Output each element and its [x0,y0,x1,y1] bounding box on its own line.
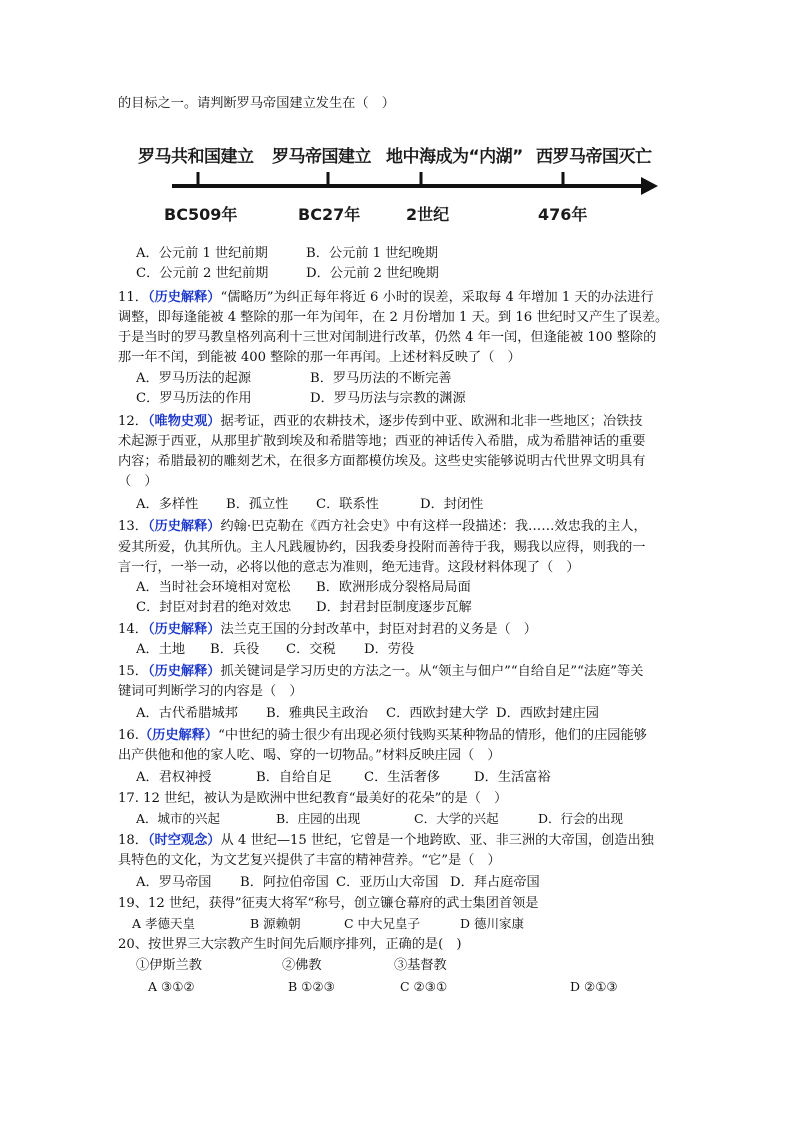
question-13-line-2: 爱其所爱，仇其所仇。主人凡践履协约，因我委身投附而善待于我，赐我以应得，则我的一 [118,540,646,555]
question-13-line-1: 13．（历史解释）约翰·巴克勒在《西方社会史》中有这样一段描述：我……效忠我的主人， [118,519,647,534]
question-14-line-1: 14．（历史解释）法兰克王国的分封改革中，封臣对封君的义务是（ ） [118,622,537,637]
option-a[interactable]: A．土地 [136,642,186,657]
option-b[interactable]: B．雅典民主政治 [266,706,369,721]
option-b[interactable]: B．自给自足 [256,770,332,785]
option-b[interactable]: B 源赖朝 [250,916,301,931]
question-tag: （历史解释） [147,664,221,679]
option-c[interactable]: C．西欧封建大学 [386,706,489,721]
option-b[interactable]: B．阿拉伯帝国 [240,875,329,890]
question-12-line-2: 术起源于西亚，从那里扩散到埃及和希腊等地；西亚的神话传入希腊，成为希腊神话的重要 [118,434,646,449]
question-11-line-3: 于是当时的罗马教皇格列高利十三世对闰制进行改革，仍然 4 年一闰，但逢能被 100 整除的 [118,330,657,345]
question-18-line-1: 18．（时空观念）从 4 世纪—15 世纪，它曾是一个地跨欧、亚、非三洲的大帝国，创造出独 [118,833,654,848]
question-tag: （历史解释） [147,519,221,534]
question-12-line-4: （ ） [118,474,158,489]
option-c[interactable]: C．罗马历法的作用 [136,391,252,406]
option-d[interactable]: D．罗马历法与宗教的渊源 [310,391,466,406]
religion-item: ①伊斯兰教 [136,958,202,973]
timeline-event-4: 西罗马帝国灭亡 [536,147,652,167]
option-c[interactable]: C．交税 [286,642,336,657]
timeline-year-2: BC27年 [298,205,361,224]
option-a[interactable]: A．公元前 1 世纪前期 [136,246,268,261]
question-16-line-1: 16.（历史解释）“中世纪的骑士很少有出现必须付钱购买某种物品的情形，他们的庄园能够 [118,728,647,743]
timeline-year-3: 2世纪 [406,205,450,224]
question-12-line-3: 内容；希腊最初的雕刻艺术，在很多方面都模仿埃及。这些史实能够说明古代世界文明具有 [118,454,646,469]
question-tag: （唯物史观） [147,414,221,429]
option-b[interactable]: B．孤立性 [226,497,289,512]
option-c[interactable]: C．亚历山大帝国 [336,875,439,890]
timeline-year-4: 476年 [538,205,588,224]
option-d[interactable]: D．封闭性 [420,497,484,512]
option-c[interactable]: C 中大兄皇子 [344,916,421,931]
question-11-line-4: 那一年不闰，到能被 400 整除的那一年再闰。上述材料反映了（ ） [118,350,521,365]
option-a[interactable]: A．君权神授 [136,770,212,785]
question-12-line-1: 12．（唯物史观）据考证，西亚的农耕技术，逐步传到中亚、欧洲和北非一些地区；冶铁技 [118,414,643,429]
option-a[interactable]: A．城市的兴起 [136,811,221,826]
option-a[interactable]: A．罗马帝国 [136,875,212,890]
timeline-event-3: 地中海成为“内湖” [386,147,523,167]
option-a[interactable]: A．当时社会环境相对宽松 [136,580,291,595]
option-c[interactable]: C．封臣对封君的绝对效忠 [136,600,292,615]
timeline-arrowhead [641,177,658,195]
option-d[interactable]: D．封君封臣制度逐步瓦解 [316,600,472,615]
timeline-year-1: BC509年 [164,205,238,224]
option-d[interactable]: D．劳役 [364,642,415,657]
question-18-line-2: 具特色的文化，为文艺复兴提供了丰富的精神营养。“它”是（ ） [118,853,501,868]
option-c[interactable]: C ②③① [400,979,448,994]
question-tag: （时空观念） [147,833,221,848]
option-c[interactable]: C．联系性 [316,497,379,512]
question-tag: （历史解释） [147,290,221,305]
option-b[interactable]: B．兵役 [210,642,260,657]
option-b[interactable]: B．公元前 1 世纪晚期 [306,246,438,261]
option-d[interactable]: D．生活富裕 [474,770,551,785]
question-15-line-1: 15．（历史解释）抓关键词是学习历史的方法之一。从“领主与佃户”“自给自足”“法庭”等关 [118,664,644,679]
question-tag: （历史解释） [147,622,221,637]
option-d[interactable]: D．行会的出现 [538,811,624,826]
option-d[interactable]: D．公元前 2 世纪晚期 [306,266,439,281]
timeline-figure [138,134,668,230]
question-11-line-1: 11．（历史解释）“儒略历”为纠正每年将近 6 小时的误差，采取每 4 年增加 1 天的办法进行 [118,290,654,305]
question-19-line-1: 19、12 世纪，获得”征夷大将军“称号，创立镰仓幕府的武士集团首领是 [118,896,539,911]
religion-item: ③基督教 [394,958,447,973]
option-c[interactable]: C．公元前 2 世纪前期 [136,266,269,281]
question-15-line-2: 键词可判断学习的内容是（ ） [118,684,303,699]
question-13-line-3: 言一行，一举一动，必将以他的意志为准则，绝无违背。这段材料体现了（ ） [118,560,580,575]
question-20-line-1: 20、按世界三大宗教产生时间先后顺序排列，正确的是( ) [118,937,462,952]
option-a[interactable]: A．古代希腊城邦 [136,706,238,721]
question-11-line-2: 调整，即每逢能被 4 整除的那一年为闰年，在 2 月份增加 1 天。到 16 世纪时又产生了误差。 [118,310,669,325]
option-b[interactable]: B ①②③ [288,979,335,994]
option-a[interactable]: A．多样性 [136,497,199,512]
question-16-line-2: 出产供他和他的家人吃、喝、穿的一切物品。”材料反映庄园（ ） [118,748,501,763]
option-b[interactable]: B．欧洲形成分裂格局局面 [316,580,471,595]
timeline-event-2: 罗马帝国建立 [272,147,371,167]
timeline-event-1: 罗马共和国建立 [138,147,254,167]
option-a[interactable]: A．罗马历法的起源 [136,371,252,386]
option-d[interactable]: D．西欧封建庄园 [496,706,599,721]
option-c[interactable]: C．生活奢侈 [364,770,441,785]
option-b[interactable]: B．罗马历法的不断完善 [310,371,452,386]
option-c[interactable]: C．大学的兴起 [414,811,499,826]
option-d[interactable]: D ②①③ [570,979,618,994]
question-10-stem: 的目标之一。请判断罗马帝国建立发生在（ ） [118,96,395,111]
option-a[interactable]: A ③①② [148,979,195,994]
option-b[interactable]: B．庄园的出现 [276,811,361,826]
option-d[interactable]: D 德川家康 [460,916,524,931]
question-17-line-1: 17. 12 世纪，被认为是欧洲中世纪教育“最美好的花朵”的是（ ） [118,791,508,806]
option-d[interactable]: D．拜占庭帝国 [450,875,540,890]
option-a[interactable]: A 孝德天皇 [132,916,196,931]
religion-item: ②佛教 [282,958,322,973]
question-tag: （历史解释） [138,728,219,743]
